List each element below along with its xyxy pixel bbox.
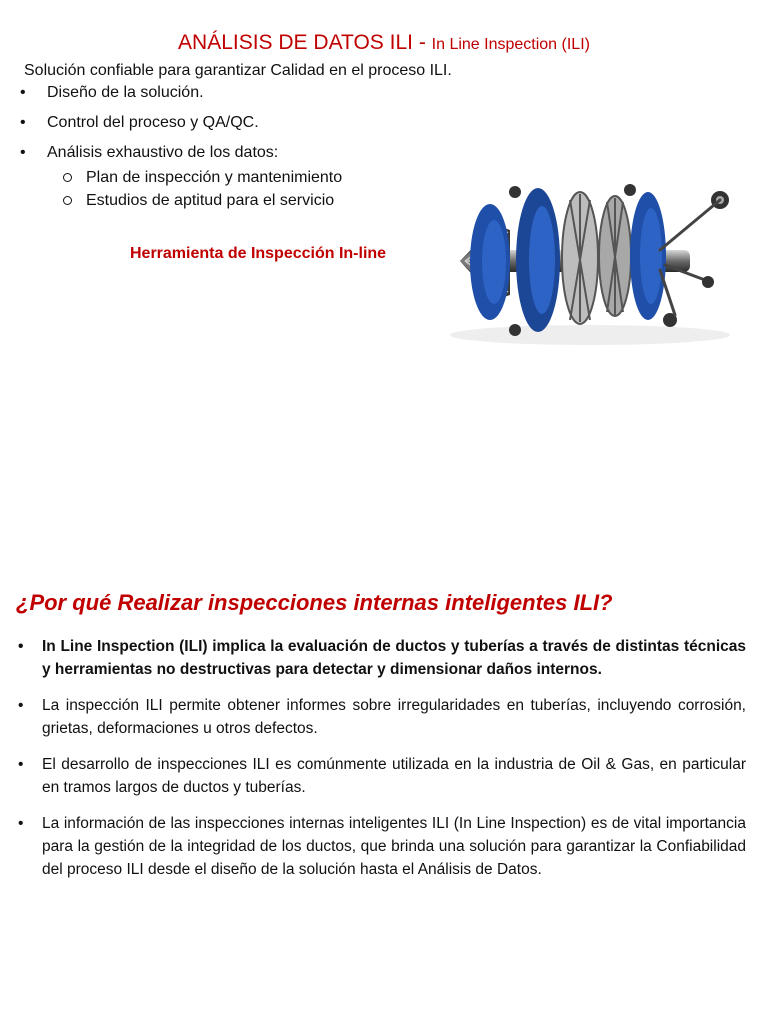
list-item: • Diseño de la solución. [18, 82, 342, 104]
sub-list-item: Estudios de aptitud para el servicio [47, 189, 342, 212]
section-paragraph-list [16, 635, 746, 894]
list-item: • El desarrollo de inspecciones ILI es comúnmente utilizada en la industria de Oil & Gas, en particular en tramos largos de ductos y tuberías. [16, 753, 746, 799]
intro-text: Solución confiable para garantizar Calidad en el proceso ILI. [24, 62, 452, 79]
feature-list [18, 82, 342, 220]
figure-caption: Herramienta de Inspección In-line [130, 245, 387, 262]
title-subtitle: In Line Inspection (ILI) [431, 36, 590, 53]
sub-list [47, 166, 342, 212]
inspection-tool-image [420, 170, 750, 350]
section-heading: ¿Por qué Realizar inspecciones internas inteligentes ILI? [16, 590, 613, 615]
sub-list-item: Plan de inspección y mantenimiento [47, 166, 342, 189]
list-item: • La información de las inspecciones internas inteligentes ILI (In Line Inspection) es de vital importancia para la gestión de la integridad de los ductos, que brinda una solución para garantizar la Confiabilidad del proceso ILI desde el diseño de la solución hasta el Análisis de Datos. [16, 812, 746, 881]
list-item: • In Line Inspection (ILI) implica la evaluación de ductos y tuberías a través de distintas técnicas y herramientas no destructivas para detectar y dimensionar daños internos. [16, 635, 746, 681]
list-item: • La inspección ILI permite obtener informes sobre irregularidades en tuberías, incluyendo corrosión, grietas, deformaciones u otros defectos. [16, 694, 746, 740]
page-title [0, 28, 768, 60]
list-item-label: Análisis exhaustivo de los datos: [47, 144, 279, 161]
title-main: ANÁLISIS DE DATOS ILI - [178, 31, 432, 54]
list-item: • Control del proceso y QA/QC. [18, 112, 342, 134]
list-item [18, 142, 342, 212]
